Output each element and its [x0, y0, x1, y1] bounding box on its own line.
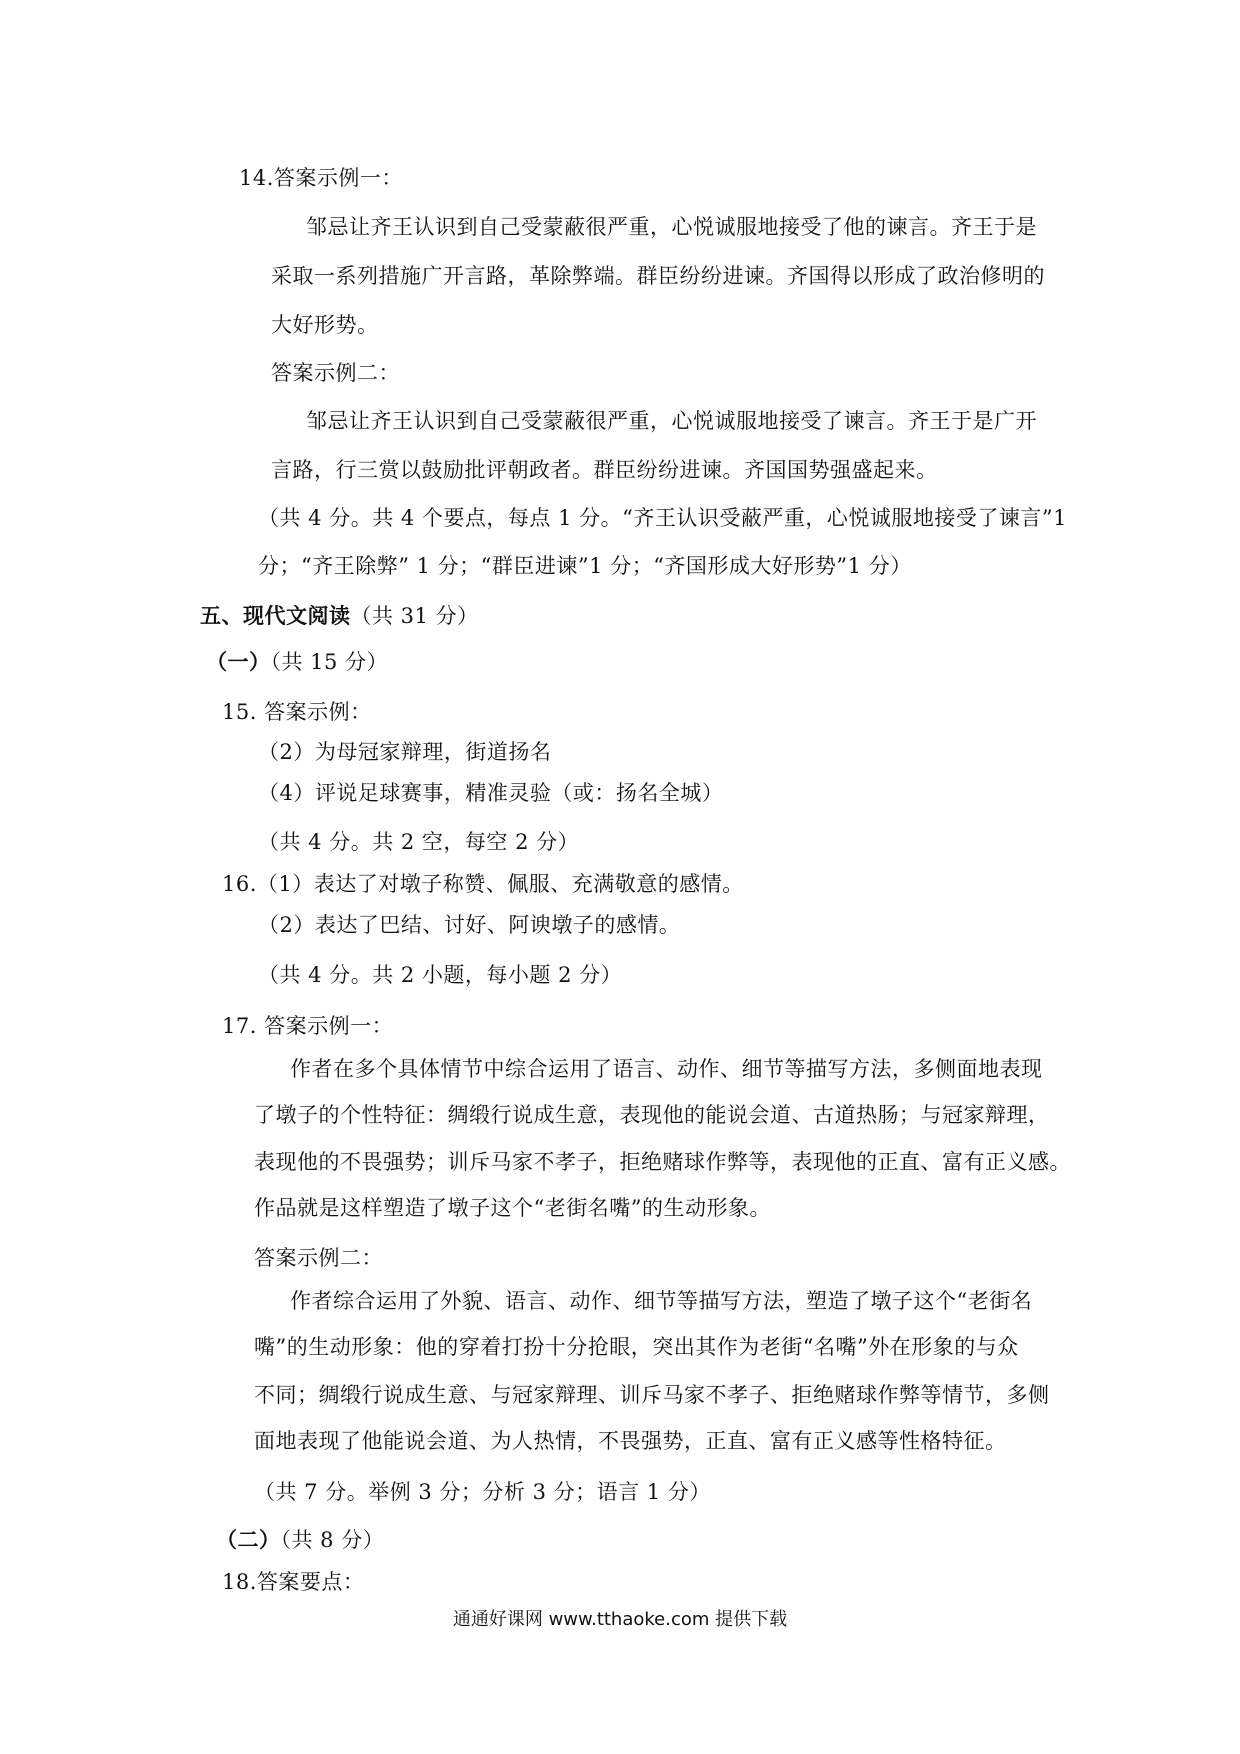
q18-header: 18.答案要点： [222, 1570, 365, 1594]
section5-points: （共 31 分） [350, 604, 479, 628]
q16-item-2: （2）表达了巴结、讨好、阿谀墩子的感情。 [258, 913, 681, 937]
q16-item-1: 16.（1）表达了对墩子称赞、佩服、充满敬意的感情。 [222, 872, 744, 896]
q17-ex2-line2: 嘴”的生动形象：他的穿着打扮十分抢眼，突出其作为老街“名嘴”外在形象的与众 [254, 1335, 1019, 1359]
q14-ex1-line3: 大好形势。 [271, 313, 379, 337]
part1-heading [206, 647, 388, 677]
q14-scoring-line2: 分；“齐王除弊” 1 分；“群臣进谏”1 分；“齐国形成大好形势”1 分） [258, 554, 912, 578]
part2-label: （二） [216, 1527, 281, 1552]
section5-heading [200, 601, 479, 631]
page-footer: 通通好课网 www.tthaoke.com 提供下载 [452, 1609, 788, 1630]
q17-ex1-line1: 作者在多个具体情节中综合运用了语言、动作、细节等描写方法，多侧面地表现 [290, 1057, 1043, 1081]
q17-ex1-line3: 表现他的不畏强势；训斥马家不孝子，拒绝赌球作弊等，表现他的正直、富有正义感。 [254, 1150, 1071, 1174]
q15-item-4: （4）评说足球赛事，精准灵验（或：扬名全城） [258, 781, 724, 805]
q14-ex2-line2: 言路，行三赏以鼓励批评朝政者。群臣纷纷进谏。齐国国势强盛起来。 [271, 458, 938, 482]
q14-ex1-line1: 邹忌让齐王认识到自己受蒙蔽很严重，心悦诚服地接受了他的谏言。齐王于是 [306, 215, 1037, 239]
part1-label: （一） [206, 649, 271, 674]
q14-scoring-line1: （共 4 分。共 4 个要点，每点 1 分。“齐王认识受蔽严重，心悦诚服地接受了谏言”1 [258, 506, 1067, 530]
q15-item-2: （2）为母冠家辩理，街道扬名 [258, 740, 552, 764]
q14-ex2-line1: 邹忌让齐王认识到自己受蒙蔽很严重，心悦诚服地接受了谏言。齐王于是广开 [306, 409, 1037, 433]
q17-ex1-line2: 了墩子的个性特征：绸缎行说成生意，表现他的能说会道、古道热肠；与冠家辩理， [254, 1103, 1050, 1127]
q17-header: 17. 答案示例一： [222, 1014, 394, 1038]
q14-header: 14.答案示例一： [239, 166, 403, 190]
section5-title: 五、现代文阅读 [200, 603, 351, 628]
part2-points: （共 8 分） [280, 1528, 385, 1552]
q17-ex2-line3: 不同；绸缎行说成生意、与冠家辩理、训斥马家不孝子、拒绝赌球作弊等情节，多侧 [254, 1383, 1050, 1407]
q14-ex1-line2: 采取一系列措施广开言路，革除弊端。群臣纷纷进谏。齐国得以形成了政治修明的 [271, 264, 1045, 288]
q14-ex2-header: 答案示例二： [271, 361, 400, 385]
q17-ex2-header: 答案示例二： [254, 1246, 383, 1270]
part1-points: （共 15 分） [270, 650, 389, 674]
q15-scoring: （共 4 分。共 2 空，每空 2 分） [258, 830, 580, 854]
q17-ex2-line1: 作者综合运用了外貌、语言、动作、细节等描写方法，塑造了墩子这个“老街名 [290, 1289, 1033, 1313]
q17-ex1-line4: 作品就是这样塑造了墩子这个“老街名嘴”的生动形象。 [254, 1196, 771, 1220]
q17-ex2-line4: 面地表现了他能说会道、为人热情，不畏强势，正直、富有正义感等性格特征。 [254, 1429, 1007, 1453]
q17-scoring: （共 7 分。举例 3 分；分析 3 分；语言 1 分） [254, 1480, 711, 1504]
q16-scoring: （共 4 分。共 2 小题，每小题 2 分） [258, 963, 623, 987]
part2-heading [216, 1525, 384, 1555]
q15-header: 15. 答案示例： [222, 700, 372, 724]
